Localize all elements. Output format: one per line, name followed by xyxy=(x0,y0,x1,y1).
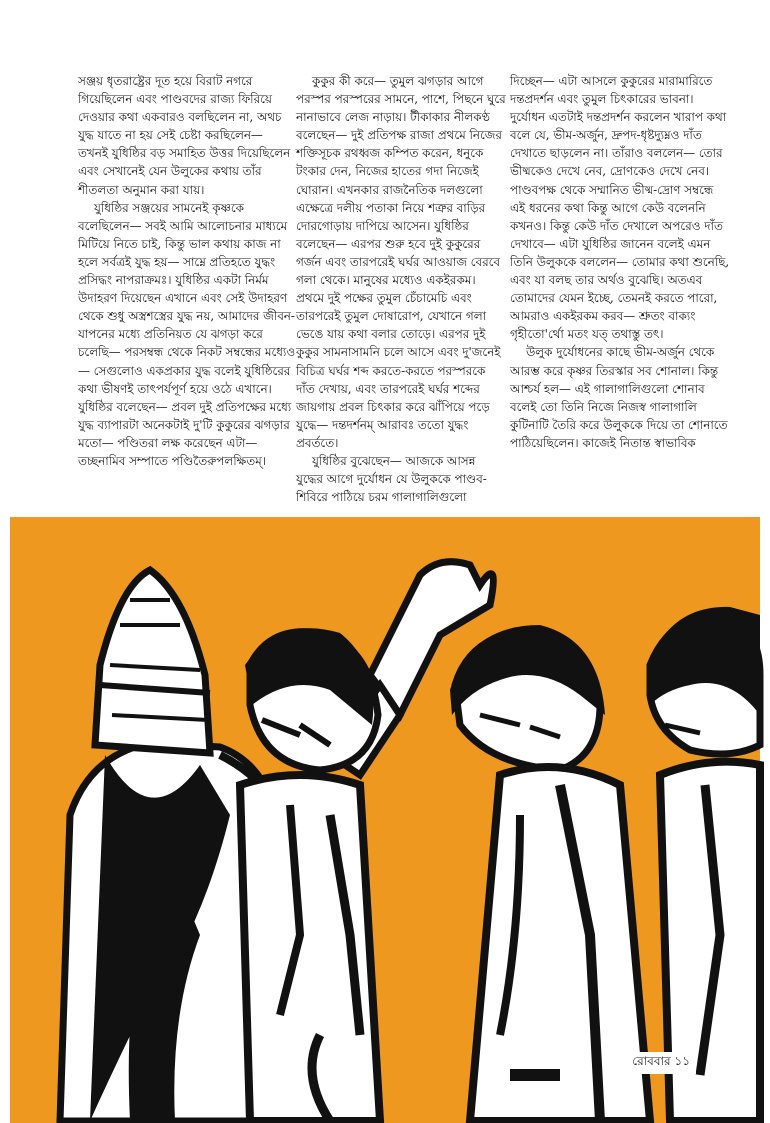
paragraph: সঞ্জয় ধৃতরাষ্ট্রের দূত হয়ে বিরাট নগরে গিয়েছিলেন এবং পাণ্ডবদের রাজ্য ফিরিয়ে দেওয়ার কথা একবারও বলছিলেন না, অথচ যুদ্ধ যাতে না হয় সেই চেষ্টা করছিলেন— তখনই যুধিষ্ঠির বড় সমাহিত উত্তর দিয়েছিলেন এবং সেখানেই যেন উলুকের কথায় তাঁর শীতলতা অনুমান করা যায়। xyxy=(78,74,291,197)
paragraph: উলুক দুর্যোধনের কাছে ভীম-অর্জুন থেকে আরম্ভ করে কৃষ্ণর তিরস্কার সব শোনাল। কিন্তু আশ্চর্য হল— এই গালাগালিগুলো শোনাব বলেই তো তিনি নিজে নিজস্ব গালাগালি কুটিনাটি তৈরি করে উলুককে দিয়ে তা শোনাতে পাঠিয়েছিলেন। কাজেই নিতান্ত স্বাভাবিক xyxy=(510,345,728,450)
paragraph: কুকুর কী করে— তুমুল ঝগড়ার আগে পরস্পর পরস্পরের সামনে, পাশে, পিছনে ঘুরে নানাভাবে লেজ নাড়ায়। টীকাকার নীলকণ্ঠ বলেছেন— দুই প্রতিপক্ষ রাজা প্রথমে নিজের শক্তিসূচক রথধ্বজ কম্পিত করেন, ধনুকে টংকার দেন, নিজের হাতের গদা নিজেই ঘোরান। এখনকার রাজনৈতিক দলগুলো এক্ষেত্রে দলীয় পতাকা নিয়ে শত্রুর বাড়ির দোরগোড়ায় দাপিয়ে আসেন। যুধিষ্ঠির বলেছেন— এরপর শুরু হবে দুই কুকুরের গর্জন এবং তারপরেই ঘর্ঘর আওয়াজ বেরবে গলা থেকে। মানুষের মধ্যেও একইরকম। প্রথমে দুই পক্ষের তুমুল চেঁচামেচি এবং তারপরেই তুমুল দোষারোপ, যেখানে গলা ভেঙে যায় কথা বলার তোড়ে। এরপর দুই কুকুর সামনাসামনি চলে আসে এবং দু'জনেই বিচিত্র ঘর্ঘর শব্দ করতে-করতে পরস্পরকে দাঁত দেখায়, এবং তারপরেই ঘর্ঘর শব্দের জায়গায় প্রবল চিৎকার করে ঝাঁপিয়ে পড়ে যুদ্ধে— দন্তদর্শনম্ আরাবঃ ততো যুদ্ধং প্রবর্ততে। xyxy=(296,74,506,450)
paragraph: যুধিষ্ঠির বুঝেছেন— আজকে আসন্ন যুদ্ধের আগে দুর্যোধন যে উলুককে পাণ্ডব-শিবিরে পাঠিয়ে চরম গালাগালিগুলো xyxy=(296,453,487,505)
column-2 xyxy=(296,72,506,506)
page-footer: রোববার ১১ xyxy=(626,1052,696,1074)
column-1 xyxy=(78,72,296,470)
article-text xyxy=(0,0,770,515)
column-3 xyxy=(510,72,732,452)
right-figure xyxy=(648,607,760,1121)
paragraph: যুধিষ্ঠির সঞ্জয়ের সামনেই কৃষ্ণকে বলেছিলেন— সবই আমি আলোচনার মাধ্যমে মিটিয়ে নিতে চাই, কিন্তু ভাল কথায় কাজ না হলে সর্বত্রই যুদ্ধ হয়— সাম্নে প্রতিহতে যুদ্ধং প্রসিদ্ধং নাপরাক্রমঃ। যুধিষ্ঠির একটা নির্মম উদাহরণ দিয়েছেন এখানে এবং সেই উদাহরণ থেকে শুধু অস্ত্রশস্ত্রের যুদ্ধ নয়, আমাদের জীবন-যাপনের মধ্যে প্রতিনিয়ত যে ঝগড়া করে চলেছি— পরসম্বন্ধ থেকে নিকট সম্বন্ধের মধ্যেও— সেগুলোও একপ্রকার যুদ্ধ বলেই যুধিষ্ঠিরের কথা ভীষণই তাৎপর্যপূর্ণ হয়ে ওঠে এখানে। যুধিষ্ঠির বলেছেন— প্রবল দুই প্রতিপক্ষের মধ্যে যুদ্ধ ব্যাপারটা অনেকটাই দু'টি কুকুরের ঝগড়ার মতো— পণ্ডিতরা লক্ষ করেছেন এটা— তচ্ছনামিব সম্পাতে পণ্ডিতৈরুপলক্ষিতম্। xyxy=(78,200,296,468)
illustration-mahabharata-figures xyxy=(0,515,770,1123)
illustration xyxy=(0,515,770,1123)
paragraph: দিচ্ছেন— এটা আসলে কুকুরের মারামারিতে দন্তপ্রদর্শন এবং তুমুল চিৎকারের ভাবনা। দুর্যোধন এতটাই দন্তপ্রদর্শন করলেন খারাপ কথা বলে যে, ভীম-অর্জুন, দ্রুপদ-ধৃষ্টদ্যুম্নও দাঁত দেখাতে ছাড়লেন না। তাঁরাও বললেন— তোর ভীষ্মকেও দেখে নেব, দ্রোণকেও দেখে নেব। পাণ্ডবপক্ষ থেকে সম্মানিত ভীষ্ম-দ্রোণ সম্বন্ধে এই ধরনের কথা কিন্তু আগে কেউ বলেননি কখনও। কিন্তু কেউ দাঁত দেখালে অপরেও দাঁত দেখাবে— এটা যুধিষ্ঠির জানেন বলেই এমন তিনি উলুককে বললেন— তোমার কথা শুনেছি, এবং যা বলছ তার অর্থও বুঝেছি। অতএব তোমাদের যেমন ইচ্ছে, তেমনই করতে পারো, আমরাও একইরকম করব— শ্রুতং বাক্যং গৃহীতো'র্থো মতং যত্ তথাস্তু তৎ। xyxy=(510,74,730,342)
